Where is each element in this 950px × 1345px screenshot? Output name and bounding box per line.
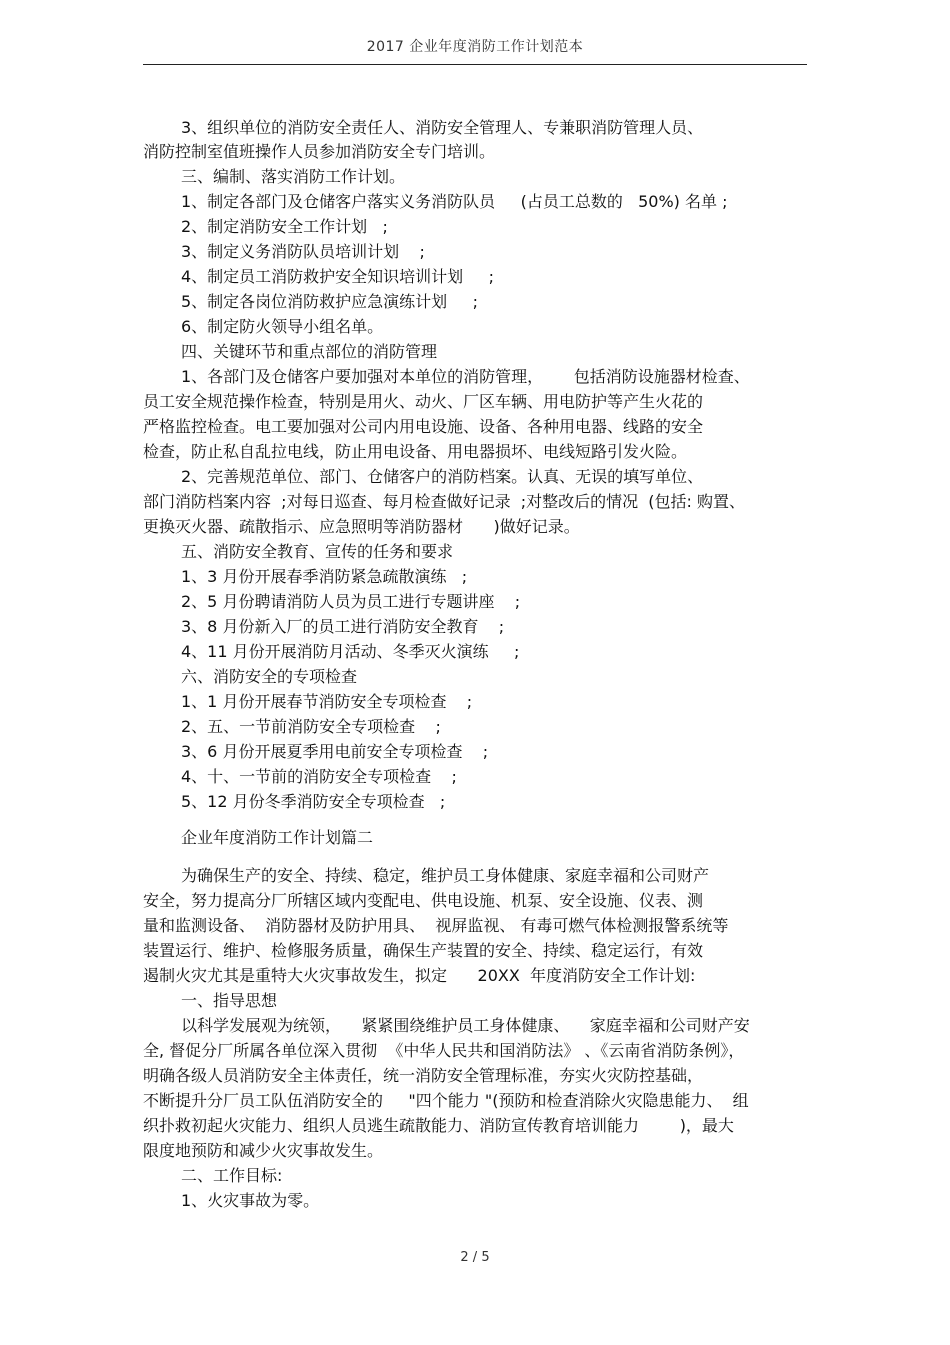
section-heading: 三、编制、落实消防工作计划。	[181, 167, 406, 186]
text-line: 1、各部门及仓储客户要加强对本单位的消防管理， 包括消防设施器材检查、	[181, 367, 750, 386]
list-item: 6、制定防火领导小组名单。	[181, 317, 384, 336]
list-item: 2、五、一节前消防安全专项检查 ;	[181, 717, 441, 736]
list-item: 5、12 月份冬季消防安全专项检查 ;	[181, 792, 446, 811]
text-line: 2、完善规范单位、部门、仓储客户的消防档案。认真、无误的填写单位、	[181, 467, 704, 486]
text-line: 织扑救初起火灾能力、组织人员逃生疏散能力、消防宣传教育培训能力 )，最大	[143, 1116, 734, 1135]
text-line: 以科学发展观为统领， 紧紧围绕维护员工身体健康、 家庭幸福和公司财产安	[181, 1016, 750, 1035]
text-line: 3、组织单位的消防安全责任人、消防安全管理人、专兼职消防管理人员、	[181, 118, 704, 137]
text-line: 明确各级人员消防安全主体责任，统一消防安全管理标准，夯实火灾防控基础，	[143, 1066, 704, 1085]
text-line: 不断提升分厂员工队伍消防安全的 "四个能力 "(预防和检查消除火灾隐患能力、 组	[143, 1091, 749, 1110]
text-line: 为确保生产的安全、持续、稳定，维护员工身体健康、家庭幸福和公司财产	[181, 866, 710, 885]
part-title: 企业年度消防工作计划篇二	[181, 828, 374, 847]
list-item: 4、十、一节前的消防安全专项检查 ;	[181, 767, 457, 786]
list-item: 5、制定各岗位消防救护应急演练计划 ;	[181, 292, 479, 311]
list-item: 3、制定义务消防队员培训计划 ;	[181, 242, 425, 261]
text-line: 消防控制室值班操作人员参加消防安全专门培训。	[143, 142, 496, 161]
list-item: 4、11 月份开展消防月活动、冬季灭火演练 ;	[181, 642, 520, 661]
text-line: 全, 督促分厂所属各单位深入贯彻 《中华人民共和国消防法》 、《云南省消防条例》，	[143, 1041, 745, 1060]
header-rule	[143, 64, 807, 65]
section-heading: 四、关键环节和重点部位的消防管理	[181, 342, 438, 361]
text-line: 更换灭火器、疏散指示、应急照明等消防器材 )做好记录。	[143, 517, 580, 536]
text-line: 检查，防止私自乱拉电线，防止用电设备、用电器损坏、电线短路引发火险。	[143, 442, 688, 461]
list-item: 1、1 月份开展春节消防安全专项检查 ;	[181, 692, 473, 711]
text-line: 严格监控检查。电工要加强对公司内用电设施、设备、各种用电器、线路的安全	[143, 417, 704, 436]
text-line: 量和监测设备、 消防器材及防护用具、 视屏监视、 有毒可燃气体检测报警系统等	[143, 916, 729, 935]
text-line: 装置运行、维护、检修服务质量，确保生产装置的安全、持续、稳定运行，有效	[143, 941, 704, 960]
list-item: 1、火灾事故为零。	[181, 1191, 320, 1210]
list-item: 3、8 月份新入厂的员工进行消防安全教育 ;	[181, 617, 505, 636]
section-heading: 一、指导思想	[181, 991, 278, 1010]
section-heading: 五、消防安全教育、宣传的任务和要求	[181, 542, 454, 561]
text-line: 员工安全规范操作检查，特别是用火、动火、厂区车辆、用电防护等产生火花的	[143, 392, 704, 411]
list-item: 2、制定消防安全工作计划 ;	[181, 217, 388, 236]
section-heading: 二、工作目标:	[181, 1166, 283, 1185]
text-line: 限度地预防和减少火灾事故发生。	[143, 1141, 384, 1160]
list-item: 4、制定员工消防救护安全知识培训计划 ;	[181, 267, 495, 286]
section-heading: 六、消防安全的专项检查	[181, 667, 358, 686]
list-item: 3、6 月份开展夏季用电前安全专项检查 ;	[181, 742, 489, 761]
page-number: 2 / 5	[460, 1250, 490, 1265]
text-line: 部门消防档案内容 ;对每日巡查、每月检查做好记录 ;对整改后的情况 (包括: 购置、	[143, 492, 746, 511]
list-item: 1、制定各部门及仓储客户落实义务消防队员 (占员工总数的 50%) 名单 ;	[181, 192, 728, 211]
text-line: 安全，努力提高分厂所辖区域内变配电、供电设施、机泵、安全设施、仪表、测	[143, 891, 704, 910]
text-line: 遏制火灾尤其是重特大火灾事故发生，拟定 20XX 年度消防安全工作计划:	[143, 966, 696, 985]
header-title: 2017 企业年度消防工作计划范本	[366, 39, 584, 55]
list-item: 1、3 月份开展春季消防紧急疏散演练 ;	[181, 567, 468, 586]
list-item: 2、5 月份聘请消防人员为员工进行专题讲座 ;	[181, 592, 521, 611]
